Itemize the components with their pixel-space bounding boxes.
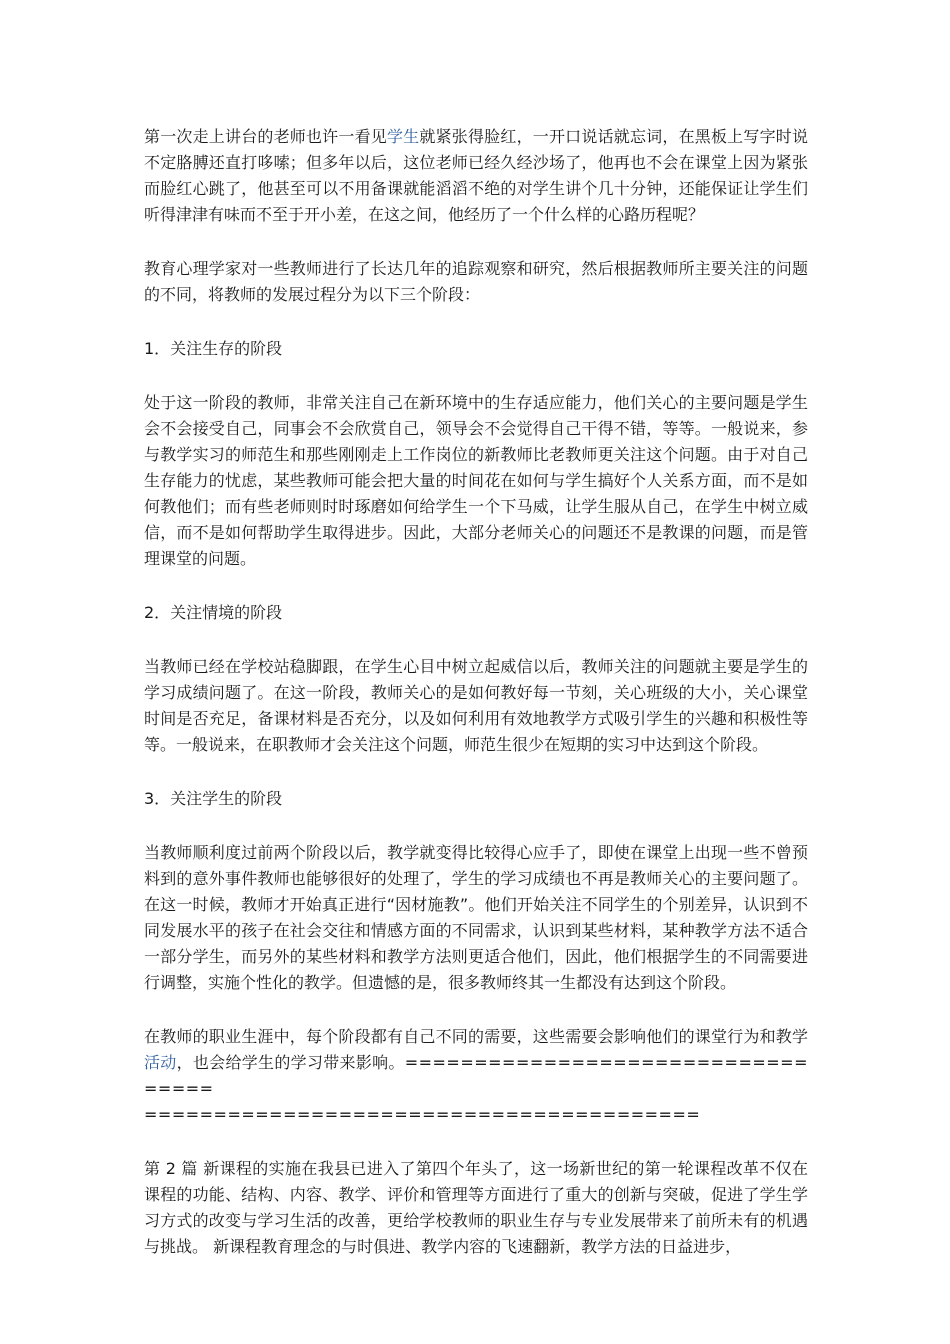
paragraph-article-2: 第 2 篇 新课程的实施在我县已进入了第四个年头了，这一场新世纪的第一轮课程改革不仅在课程的功能、结构、内容、教学、评价和管理等方面进行了重大的创新与突破，促进了学生学习方式的改变与学习生活的改善，更给学校教师的职业生存与专业发展带来了前所未有的机遇与挑战。 新课程教育理念的与时俱进、教学内容的飞速翻新，教学方法的日益进步， [144, 1159, 808, 1256]
separator-rule-2: ======================================== [144, 1105, 701, 1124]
heading-stage-students: 3．关注学生的阶段 [144, 789, 283, 808]
document-body [144, 124, 808, 1288]
heading-stage-survival: 1．关注生存的阶段 [144, 339, 283, 358]
paragraph-stage-survival: 处于这一阶段的教师，非常关注自己在新环境中的生存适应能力，他们关心的主要问题是学生会不会接受自己，同事会不会欣赏自己，领导会不会觉得自己干得不错，等等。一般说来，参与教学实习的师范生和那些刚刚走上工作岗位的新教师比老教师更关注这个问题。由于对自己生存能力的忧虑，某些教师可能会把大量的时间花在如何与学生搞好个人关系方面，而不是如何教他们；而有些老师则时时琢磨如何给学生一个下马威，让学生服从自己，在学生中树立威信，而不是如何帮助学生取得进步。因此，大部分老师关心的问题还不是教课的问题，而是管理课堂的问题。 [144, 393, 808, 568]
paragraph-intro [144, 124, 808, 228]
paragraph-career-text-start: 在教师的职业生涯中，每个阶段都有自己不同的需要，这些需要会影响他们的课堂行为和教学 [144, 1027, 808, 1046]
paragraph-intro-text-start: 第一次走上讲台的老师也许一看见 [144, 127, 387, 146]
paragraph-career [144, 1024, 808, 1128]
paragraph-research: 教育心理学家对一些教师进行了长达几年的追踪观察和研究，然后根据教师所主要关注的问题的不同，将教师的发展过程分为以下三个阶段： [144, 259, 808, 304]
paragraph-intro-text-end: 就紧张得脸红，一开口说话就忘词，在黑板上写字时说不定胳膊还直打哆嗦；但多年以后，这位老师已经久经沙场了，他再也不会在课堂上因为紧张而脸红心跳了，他甚至可以不用备课就能滔滔不绝的对学生讲个几十分钟，还能保证让学生们听得津津有味而不至于开小差，在这之间，他经历了一个什么样的心路历程呢？ [144, 127, 808, 224]
separator-rule-1: ================================== [144, 1053, 808, 1098]
student-link[interactable]: 学生 [386, 127, 420, 146]
paragraph-career-text-end: ，也会给学生的学习带来影响。 [176, 1053, 405, 1072]
heading-stage-situation: 2．关注情境的阶段 [144, 603, 283, 622]
paragraph-stage-students: 当教师顺利度过前两个阶段以后，教学就变得比较得心应手了，即使在课堂上出现一些不曾预料到的意外事件教师也能够很好的处理了，学生的学习成绩也不再是教师关心的主要问题了。在这一时候，教师才开始真正进行“因材施教”。他们开始关注不同学生的个别差异，认识到不同发展水平的孩子在社会交往和情感方面的不同需求，认识到某些材料，某种教学方法不适合一部分学生，而另外的某些材料和教学方法则更适合他们，因此，他们根据学生的不同需要进行调整，实施个性化的教学。但遗憾的是，很多教师终其一生都没有达到这个阶段。 [144, 843, 808, 992]
paragraph-stage-situation: 当教师已经在学校站稳脚跟，在学生心目中树立起威信以后，教师关注的问题就主要是学生的学习成绩问题了。在这一阶段，教师关心的是如何教好每一节刻，关心班级的大小，关心课堂时间是否充足，备课材料是否充分，以及如何利用有效地教学方式吸引学生的兴趣和积极性等等。一般说来，在职教师才会关注这个问题，师范生很少在短期的实习中达到这个阶段。 [144, 657, 808, 754]
activity-link[interactable]: 活动 [144, 1053, 177, 1072]
